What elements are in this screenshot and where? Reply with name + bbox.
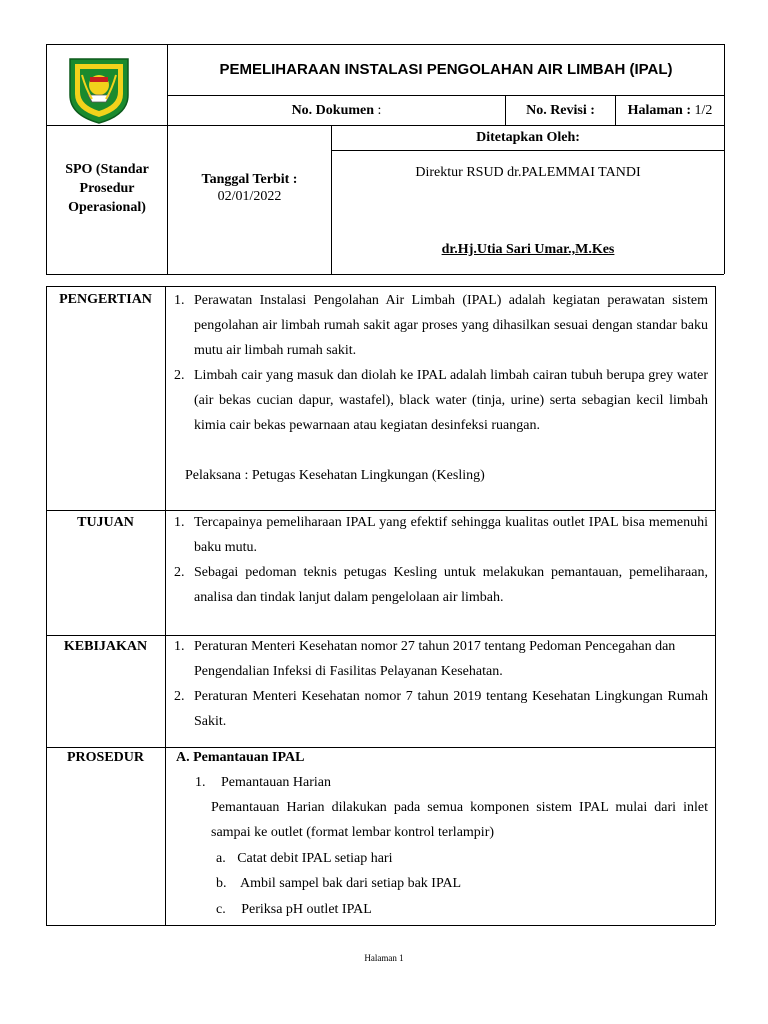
kebijakan-item-2: [172, 684, 708, 734]
list-number: 1.: [174, 515, 185, 530]
tujuan-text-2: Sebagai pedoman teknis petugas Kesling untuk melakukan pemantauan, pemeliharaan, analisa dan tindak lanjut dalam pengelolaan air limbah.: [194, 565, 708, 605]
kebijakan-text-1: Peraturan Menteri Kesehatan nomor 27 tahun 2017 tentang Pedoman Pencegahan dan Pengendalian Infeksi di Fasilitas Pelayanan Kesehatan.: [194, 639, 676, 679]
prosedur-sub-desc: Pemantauan Harian dilakukan pada semua komponen sistem IPAL mulai dari inlet sampai ke outlet (format lembar kontrol terlampir): [211, 800, 708, 840]
prosedur-label: PROSEDUR: [66, 750, 144, 765]
list-number: 2.: [174, 565, 185, 580]
kebijakan-item-1: [172, 634, 708, 684]
hospital-logo: [66, 55, 132, 125]
direktur-text: Direktur RSUD dr.PALEMMAI TANDI: [415, 165, 641, 180]
tanggal-terbit-value: 02/01/2022: [217, 189, 282, 204]
prosedur-heading: A. Pemantauan IPAL: [176, 750, 305, 765]
no-dokumen-value: :: [377, 103, 382, 118]
no-dokumen-label: No. Dokumen: [291, 103, 375, 118]
prosedur-sub-number: 1.: [195, 775, 206, 790]
step-b: [216, 871, 706, 896]
step-letter: b.: [216, 876, 227, 891]
halaman-cell: [616, 96, 724, 125]
no-dokumen-cell: [168, 96, 505, 125]
list-number: 1.: [174, 293, 185, 308]
page-footer: Halaman 1: [364, 953, 404, 963]
step-letter: c.: [216, 902, 226, 917]
pengertian-text-2: Limbah cair yang masuk dan diolah ke IPAL adalah limbah cairan tubuh berupa grey water (air bekas cucian dapur, wastafel), black water (tinja, urine) serta sebagian kecil limbah kimia cair bekas pewarnaan atau kegiatan desinfeksi ruangan.: [194, 368, 708, 433]
step-text: Periksa pH outlet IPAL: [241, 902, 372, 917]
tujuan-label: TUJUAN: [77, 515, 134, 530]
emblem-icon: [66, 55, 132, 125]
pengertian-item-1: [172, 288, 708, 363]
step-letter: a.: [216, 851, 226, 866]
step-text: Ambil sampel bak dari setiap bak IPAL: [240, 876, 462, 891]
step-c: [216, 897, 706, 922]
prosedur-sub-title: Pemantauan Harian: [221, 775, 332, 790]
halaman-value: 1/2: [694, 103, 713, 118]
list-number: 1.: [174, 639, 185, 654]
pengertian-label: PENGERTIAN: [59, 292, 152, 307]
ditetapkan-label: Ditetapkan Oleh:: [476, 130, 580, 145]
pengertian-text-1: Perawatan Instalasi Pengolahan Air Limbah (IPAL) adalah kegiatan perawatan sistem pengolahan air limbah rumah sakit agar proses yang dihasilkan sesuai dengan standar baku mutu air limbah rumah sakit.: [194, 293, 708, 358]
step-a: [216, 846, 706, 871]
kebijakan-label: KEBIJAKAN: [63, 639, 148, 654]
no-revisi-label: No. Revisi :: [526, 103, 595, 118]
halaman-label: Halaman :: [627, 103, 691, 118]
tujuan-item-2: [172, 560, 708, 610]
document-title: PEMELIHARAAN INSTALASI PENGOLAHAN AIR LIMBAH (IPAL): [219, 61, 673, 78]
tanggal-terbit-cell: [168, 171, 331, 205]
tanggal-terbit-label: Tanggal Terbit :: [201, 172, 298, 187]
signer-name: dr.Hj.Utia Sari Umar.,M.Kes: [441, 242, 615, 257]
tujuan-text-1: Tercapainya pemeliharaan IPAL yang efektif sehingga kualitas outlet IPAL bisa memenuhi baku mutu.: [194, 515, 708, 555]
list-number: 2.: [174, 689, 185, 704]
spo-label: SPO (Standar Prosedur Operasional): [65, 162, 149, 215]
pengertian-item-2: [172, 363, 708, 438]
step-text: Catat debit IPAL setiap hari: [237, 851, 393, 866]
tujuan-item-1: [172, 510, 708, 560]
pelaksana-text: Pelaksana : Petugas Kesehatan Lingkungan (Kesling): [185, 468, 485, 483]
kebijakan-text-2: Peraturan Menteri Kesehatan nomor 7 tahun 2019 tentang Kesehatan Lingkungan Rumah Sakit.: [194, 689, 708, 729]
list-number: 2.: [174, 368, 185, 383]
